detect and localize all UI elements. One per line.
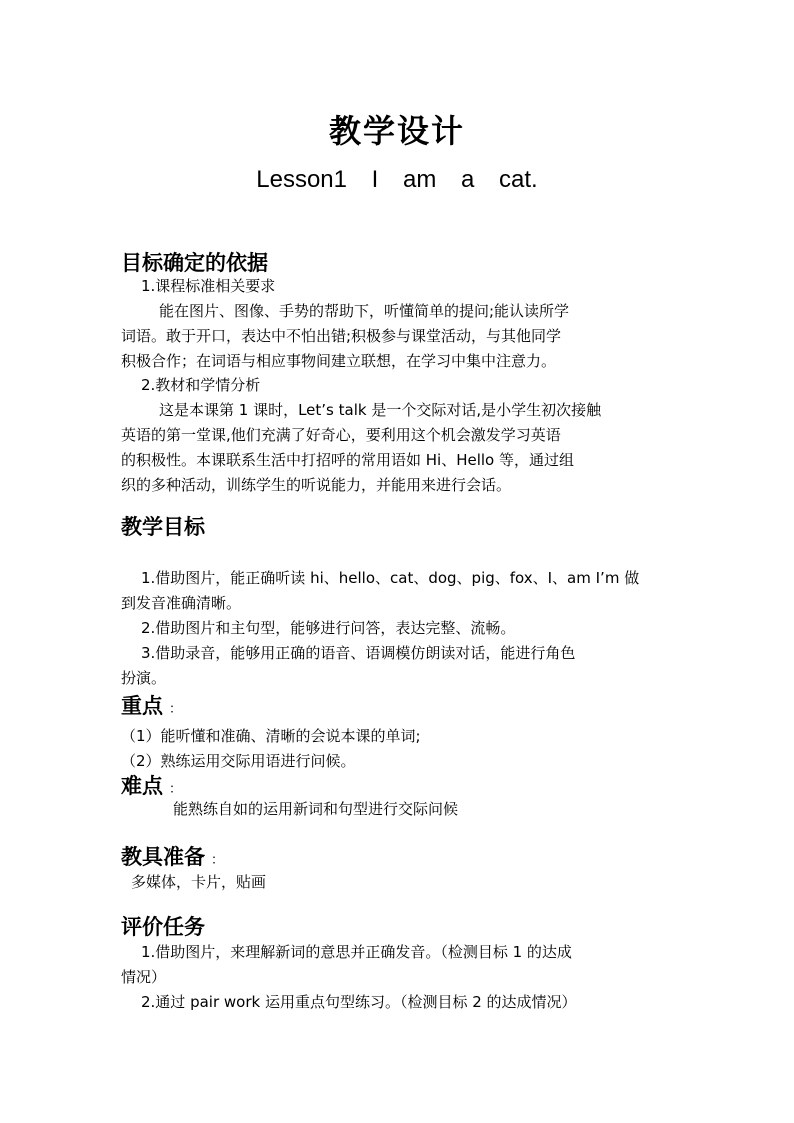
paragraph-line: 积极合作；在词语与相应事物间建立联想，在学习中集中注意力。 [121,352,557,370]
materials-heading [121,841,224,871]
key-points-heading-text: 重点 [121,694,163,718]
difficulties-text: 能熟练自如的运用新词和句型进行交际问候 [173,800,459,818]
difficulties-heading-colon: ： [169,782,183,797]
key-points-heading-colon: ： [169,702,183,717]
difficulties-heading-text: 难点 [121,774,163,798]
basis-item2-paragraph [121,398,677,498]
paragraph-line: 这是本课第 1 课时，Let’s talk 是一个交际对话,是小学生初次接触 [159,401,602,419]
goal-item: 1.借助图片，能正确听读 hi、hello、cat、dog、pig、fox、I、am I’m 做 [141,569,640,587]
goal-item: 2.借助图片和主句型，能够进行问答，表达完整、流畅。 [141,619,516,637]
goals-heading: 教学目标 [121,515,205,539]
assessment-item: 1.借助图片，来理解新词的意思并正确发音。（检测目标 1 的达成 [141,943,572,961]
goal-item-continuation: 到发音准确清晰。 [121,594,242,612]
materials-heading-text: 教具准备 [121,845,205,869]
basis-heading: 目标确定的依据 [121,251,268,275]
basis-item2-title: 2.教材和学情分析 [141,376,261,394]
goal-item-continuation: 扮演。 [121,669,167,687]
paragraph-line: 织的多种活动，训练学生的听说能力，并能用来进行会话。 [121,476,512,494]
key-points-list [121,724,677,774]
key-point-item: （2）熟练运用交际用语进行问候。 [121,752,356,770]
assessment-item-continuation: 情况） [121,968,167,986]
paragraph-line: 的积极性。本课联系生活中打招呼的常用语如 Hi、Hello 等，通过组 [121,451,575,469]
key-point-item: （1）能听懂和准确、清晰的会说本课的单词; [121,727,421,745]
paragraph-line: 英语的第一堂课,他们充满了好奇心，要利用这个机会激发学习英语 [121,426,561,444]
assessment-heading: 评价任务 [121,915,205,939]
materials-heading-colon: ： [211,853,225,868]
paragraph-line: 能在图片、图像、手势的帮助下，听懂简单的提问;能认读所学 [159,302,570,320]
basis-item1-paragraph [121,299,677,374]
assessment-item: 2.通过 pair work 运用重点句型练习。（检测目标 2 的达成情况） [141,993,577,1011]
goal-item: 3.借助录音，能够用正确的语音、语调模仿朗读对话，能进行角色 [141,644,576,662]
basis-item1-title: 1.课程标准相关要求 [141,277,276,295]
assessment-list [121,940,677,1015]
materials-text: 多媒体，卡片，贴画 [131,873,267,891]
lesson-subtitle: Lesson1 I am a cat. [256,166,538,193]
goals-list [121,566,677,691]
key-points-heading [121,690,182,720]
paragraph-line: 词语。敢于开口，表达中不怕出错;积极参与课堂活动，与其他同学 [121,327,562,345]
difficulties-heading [121,770,182,800]
document-title: 教学设计 [328,112,465,150]
